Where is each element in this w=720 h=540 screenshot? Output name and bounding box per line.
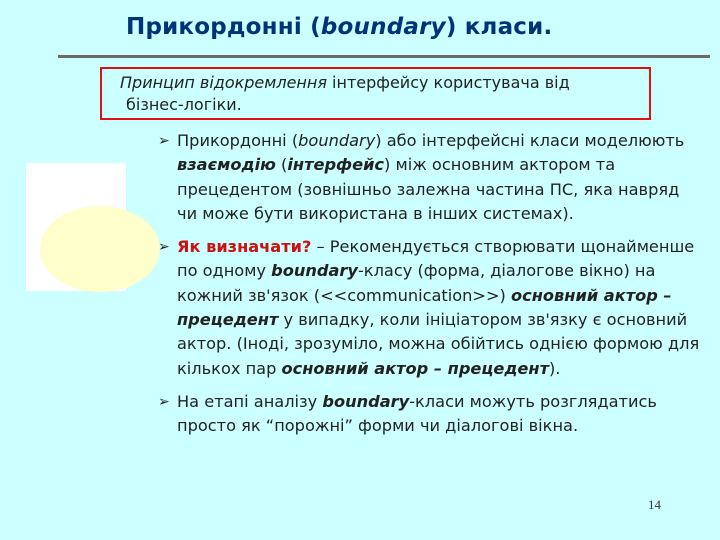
- b1-b: boundary: [298, 131, 376, 150]
- bullet-list: [158, 129, 703, 448]
- b3-b: boundary: [322, 391, 410, 411]
- b3-c: -класи можуть розглядатись просто як “порожні” форми чи діалогові вікна.: [177, 391, 657, 436]
- slide-title: [126, 14, 552, 40]
- b3-a: На етапі аналізу: [177, 391, 323, 411]
- page-number: 14: [648, 497, 661, 512]
- arrow-bullet-icon: ➢: [158, 393, 170, 410]
- yellow-ellipse-shape: [40, 206, 160, 292]
- title-divider: [58, 55, 710, 58]
- bullet-item-2: [158, 235, 703, 381]
- principle-text2: бізнес-логіки.: [126, 95, 242, 114]
- arrow-bullet-icon: ➢: [158, 239, 170, 256]
- principle-text: [120, 72, 650, 116]
- b1-f: інтерфейс: [287, 155, 385, 175]
- b2-b: – Рекомендується створювати щонайменше по одному: [177, 237, 695, 281]
- b2-a: Як визначати?: [177, 237, 312, 257]
- b2-g: основний актор – прецедент: [281, 358, 549, 378]
- b1-g: ) між основним актором та прецедентом (зовнішньо залежна частина ПС, яка навряд чи може бути використана в інших системах).: [177, 155, 680, 223]
- b2-e: основний актор – прецедент: [177, 285, 672, 330]
- b1-d: взаємодію: [177, 155, 276, 175]
- b2-h: ).: [548, 358, 561, 378]
- bullet-item-3: [158, 390, 703, 439]
- principle-text1: інтерфейсу користувача від: [326, 73, 570, 92]
- b1-c: ) або інтерфейсні класи моделюють: [375, 131, 685, 150]
- b1-a: Прикордонні (: [177, 131, 299, 150]
- principle-italic: Принцип відокремлення: [120, 73, 327, 92]
- arrow-bullet-icon: ➢: [158, 133, 170, 149]
- b1-e: (: [275, 155, 288, 175]
- title-italic: boundary: [320, 14, 446, 40]
- title-part1: Прикордонні (: [126, 14, 321, 40]
- bullet-item-1: [158, 129, 703, 226]
- b2-c: boundary: [271, 261, 358, 281]
- title-part2: ) класи.: [445, 14, 553, 40]
- b2-d: -класу (форма, діалогове вікно) на кожний зв'язок (<<communication>>): [177, 261, 656, 305]
- b2-f: у випадку, коли ініціатором зв'язку є основний актор. (Іноді, зрозуміло, можна обійтись однією формою для кількох пар: [177, 310, 700, 378]
